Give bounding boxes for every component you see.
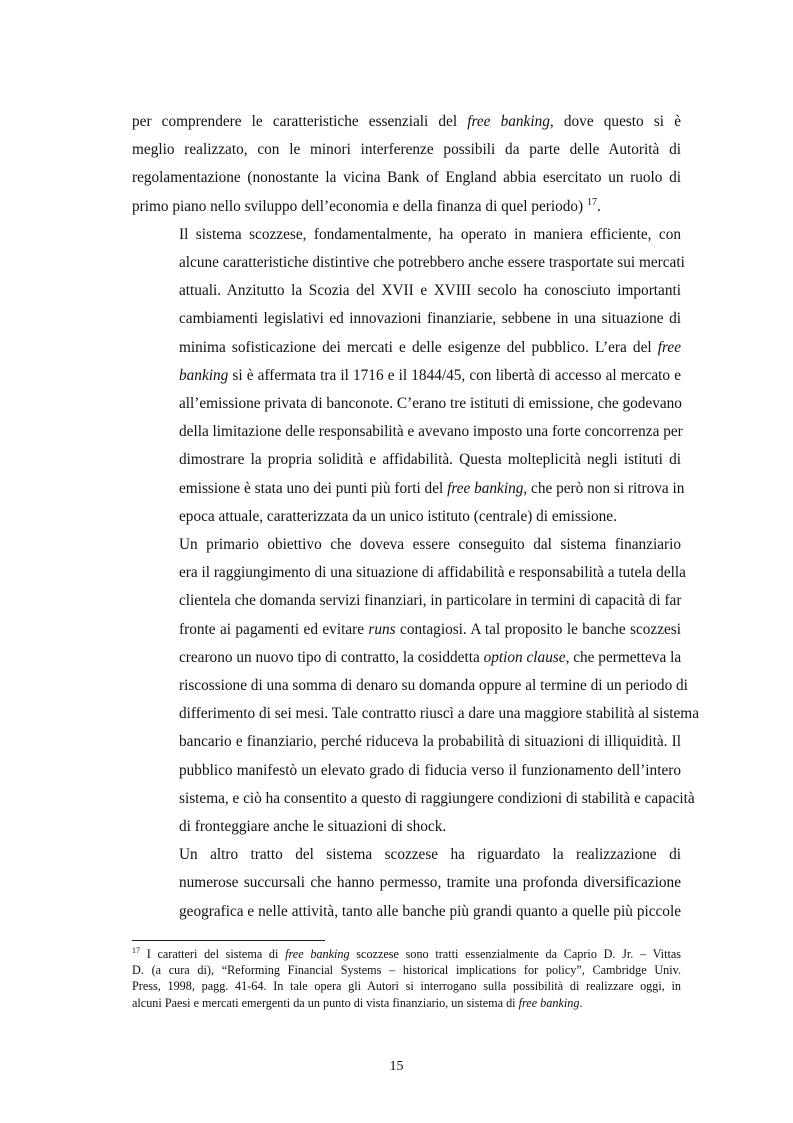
text-run: primo piano nello sviluppo dell’economia e della finanza di quel periodo) bbox=[132, 197, 587, 215]
footnote-17 bbox=[132, 946, 681, 1011]
text-run: per comprendere le caratteristiche essenziali del bbox=[132, 113, 468, 130]
italic-term: free banking bbox=[447, 479, 524, 497]
text-run: Un altro tratto del sistema scozzese ha riguardato la realizzazione di bbox=[179, 846, 681, 864]
text-run: della limitazione delle responsabilità e avevano imposto una forte concorrenza per bbox=[179, 423, 683, 441]
text-run: minima sofisticazione dei mercati e delle esigenze del pubblico. L’era del bbox=[179, 338, 658, 356]
paragraph bbox=[132, 841, 681, 926]
text-run: differimento di sei mesi. Tale contratto riuscì a dare una maggiore stabilità al sistema bbox=[179, 705, 699, 723]
text-run: alcuni Paesi e mercati emergenti da un punto di vista finanziario, un sistema di bbox=[132, 995, 519, 1010]
text-line bbox=[132, 418, 681, 446]
text-run: cambiamenti legislativi ed innovazioni finanziarie, sebbene in una situazione di bbox=[179, 310, 681, 328]
text-line bbox=[132, 164, 681, 192]
text-line bbox=[132, 700, 699, 728]
text-run: , che permetteva la bbox=[565, 648, 682, 666]
italic-term: free bbox=[657, 338, 681, 356]
text-line bbox=[132, 108, 681, 136]
text-line bbox=[132, 305, 681, 333]
text-run: contagiosi. A tal proposito le banche scozzesi bbox=[395, 620, 681, 638]
footnote-line bbox=[132, 962, 681, 978]
text-line bbox=[132, 841, 681, 869]
text-line bbox=[132, 390, 681, 418]
text-line bbox=[132, 644, 681, 672]
text-run: crearono un nuovo tipo di contratto, la cosiddetta bbox=[179, 648, 484, 666]
italic-term: free banking bbox=[467, 113, 550, 130]
text-line bbox=[132, 334, 681, 362]
text-line bbox=[132, 728, 681, 756]
text-line bbox=[132, 757, 681, 785]
text-run: Un primario obiettivo che doveva essere conseguito dal sistema finanziario bbox=[179, 536, 681, 554]
text-line bbox=[132, 869, 681, 897]
footnote-reference: 17 bbox=[586, 196, 597, 208]
text-line bbox=[132, 785, 695, 813]
text-run: meglio realizzato, con le minori interferenze possibili da parte delle Autorità di bbox=[132, 141, 681, 159]
text-run: alcune caratteristiche distintive che potrebbero anche essere trasportate sui mercati bbox=[179, 254, 685, 272]
footnote-reference: 17 bbox=[132, 945, 140, 955]
text-run: , dove questo si è bbox=[549, 113, 681, 130]
text-run: bancario e finanziario, perché riduceva la probabilità di situazioni di illiquidità. Il bbox=[179, 733, 681, 751]
text-run: sistema, e ciò ha consentito a questo di raggiungere condizioni di stabilità e capacità bbox=[179, 789, 695, 807]
text-run: . bbox=[596, 197, 601, 215]
text-run: si è affermata tra il 1716 e il 1844/45, con libertà di accesso al mercato e bbox=[228, 366, 681, 384]
text-line bbox=[132, 475, 685, 503]
paragraph bbox=[132, 221, 685, 531]
text-run: attuali. Anzitutto la Scozia del XVII e XVIII secolo ha conosciuto importanti bbox=[179, 282, 681, 300]
text-line bbox=[132, 277, 681, 305]
italic-term: banking bbox=[179, 366, 229, 384]
italic-term: option clause bbox=[483, 648, 566, 666]
footnote-line bbox=[132, 995, 681, 1011]
text-run: geografica e nelle attività, tanto alle banche più grandi quanto a quelle più piccole bbox=[179, 902, 681, 920]
italic-term: free banking bbox=[518, 995, 580, 1010]
text-run: clientela che domanda servizi finanziari, in particolare in termini di capacità di far bbox=[179, 592, 682, 610]
text-run: scozzese sono tratti essenzialmente da Caprio D. Jr. – Vittas bbox=[349, 947, 681, 961]
italic-term: runs bbox=[368, 620, 396, 638]
text-line bbox=[132, 672, 688, 700]
footnote-separator bbox=[132, 940, 325, 941]
text-run: numerose succursali che hanno permesso, tramite una profonda diversificazione bbox=[179, 874, 681, 892]
text-line bbox=[132, 559, 686, 587]
text-line bbox=[132, 221, 681, 249]
text-run: fronte ai pagamenti ed evitare bbox=[179, 620, 369, 638]
footnote-line bbox=[132, 946, 681, 962]
text-run: regolamentazione (nonostante la vicina Bank of England abbia esercitato un ruolo di bbox=[132, 169, 681, 187]
text-run: Press, 1998, pagg. 41-64. In tale opera gli Autori si interrogano sulla possibilità di realizzare oggi, in bbox=[132, 979, 681, 994]
text-run: all’emissione privata di banconote. C’erano tre istituti di emissione, che godevano bbox=[179, 395, 682, 413]
text-run: I caratteri del sistema di bbox=[140, 947, 286, 961]
text-run: dimostrare la propria solidità e affidabilità. Questa molteplicità negli istituti di bbox=[179, 451, 681, 469]
text-line bbox=[132, 503, 681, 531]
text-line bbox=[132, 813, 681, 841]
page-number: 15 bbox=[389, 1059, 404, 1074]
text-line bbox=[132, 446, 681, 474]
text-line bbox=[132, 249, 685, 277]
text-run: emissione è stata uno dei punti più forti del bbox=[179, 479, 448, 497]
text-run: epoca attuale, caratterizzata da un unico istituto (centrale) di emissione. bbox=[179, 507, 617, 525]
text-run: D. (a cura di), “Reforming Financial Systems – historical implications for policy”, Cambridge Univ. bbox=[132, 963, 681, 978]
text-run: . bbox=[579, 995, 583, 1010]
footnote-line bbox=[132, 978, 681, 994]
text-run: , che però non si ritrova in bbox=[523, 479, 685, 497]
text-line bbox=[132, 193, 681, 221]
paragraph bbox=[132, 108, 681, 221]
body-text bbox=[132, 108, 699, 926]
paragraph bbox=[132, 531, 699, 841]
text-line bbox=[132, 362, 681, 390]
text-line bbox=[132, 587, 681, 615]
text-line bbox=[132, 616, 681, 644]
text-line bbox=[132, 898, 681, 926]
text-run: riscossione di una somma di denaro su domanda oppure al termine di un periodo di bbox=[179, 677, 688, 695]
italic-term: free banking bbox=[285, 947, 350, 961]
text-run: pubblico manifestò un elevato grado di fiducia verso il funzionamento dell’intero bbox=[179, 761, 681, 779]
text-line bbox=[132, 531, 681, 559]
text-line bbox=[132, 136, 681, 164]
text-run: Il sistema scozzese, fondamentalmente, ha operato in maniera efficiente, con bbox=[179, 225, 681, 243]
text-run: era il raggiungimento di una situazione di affidabilità e responsabilità a tutela della bbox=[179, 564, 686, 582]
text-run: di fronteggiare anche le situazioni di shock. bbox=[179, 818, 447, 836]
